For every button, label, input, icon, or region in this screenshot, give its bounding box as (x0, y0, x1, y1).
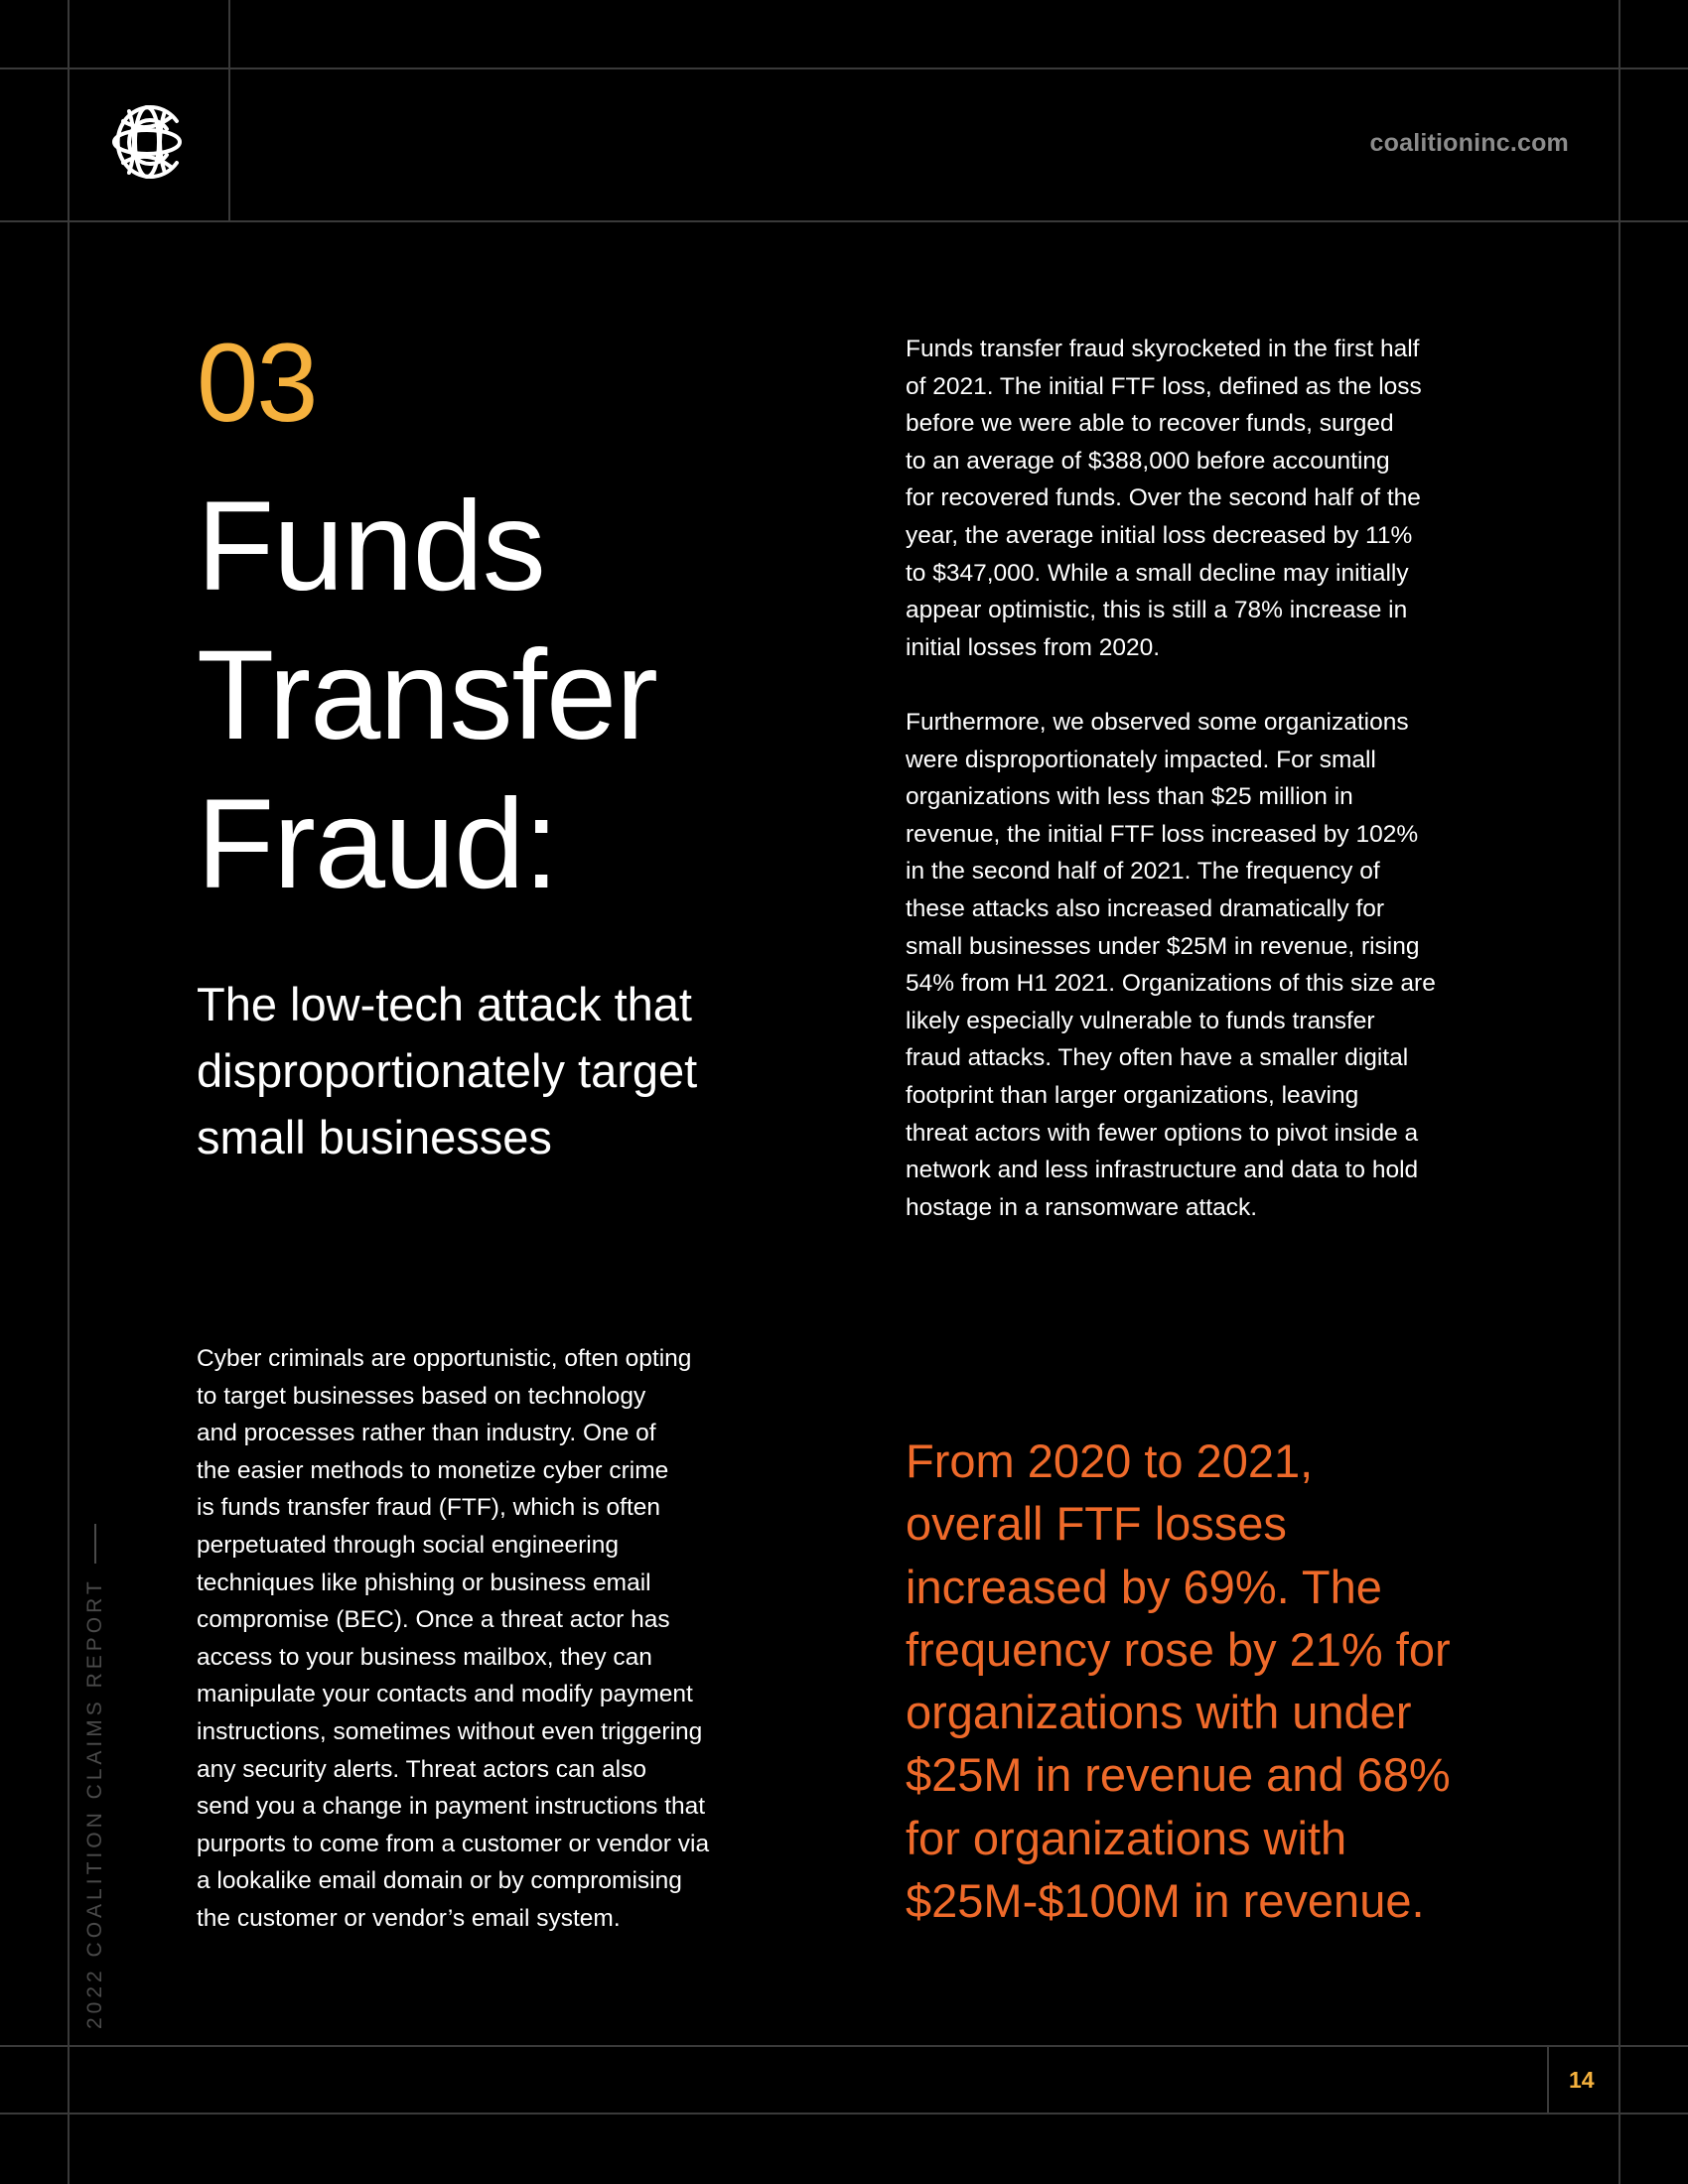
section-title-line: Fraud: (197, 773, 558, 915)
section-title-line: Transfer (197, 624, 657, 766)
left-paragraph (197, 1340, 709, 1938)
paragraph-line: perpetuated through social engineering (197, 1531, 619, 1559)
callout-line: organizations with under (906, 1686, 1412, 1739)
subtitle-line: small businesses (197, 1111, 552, 1163)
section-subtitle (197, 971, 792, 1170)
callout-line: $25M in revenue and 68% (906, 1748, 1451, 1802)
callout-line: From 2020 to 2021, (906, 1434, 1314, 1487)
paragraph-line: a lookalike email domain or by compromising (197, 1867, 682, 1895)
paragraph-line: year, the average initial loss decreased by 11% (906, 521, 1413, 549)
paragraph-line: Funds transfer fraud skyrocketed in the first half (906, 336, 1420, 362)
section-title-line: Funds (197, 476, 545, 617)
paragraph-line: the customer or vendor’s email system. (197, 1904, 621, 1932)
right-paragraph-2 (906, 704, 1436, 1226)
paragraph-line: footprint than larger organizations, leaving (906, 1081, 1359, 1109)
paragraph-line: in the second half of 2021. The frequency of (906, 858, 1380, 886)
frame-line-top (0, 68, 1688, 69)
paragraph-line: likely especially vulnerable to funds transfer (906, 1007, 1375, 1034)
paragraph-line: before we were able to recover funds, surged (906, 410, 1394, 438)
frame-line-footer-top (0, 2045, 1688, 2047)
paragraph-line: of 2021. The initial FTF loss, defined as the loss (906, 372, 1422, 400)
paragraph-line: purports to come from a customer or vendor via (197, 1830, 710, 1857)
paragraph-line: for recovered funds. Over the second half of the (906, 484, 1421, 512)
paragraph-line: and processes rather than industry. One of (197, 1420, 656, 1447)
frame-line-footer-bottom (0, 2113, 1688, 2115)
paragraph-line: access to your business mailbox, they can (197, 1643, 652, 1671)
subtitle-line: disproportionately target (197, 1044, 698, 1097)
section-number: 03 (197, 321, 317, 445)
paragraph-line: send you a change in payment instructions that (197, 1793, 706, 1821)
paragraph-line: to $347,000. While a small decline may initially (906, 559, 1409, 587)
frame-line-page-number-divider (1547, 2045, 1549, 2113)
frame-line-left (68, 0, 70, 2184)
paragraph-line: these attacks also increased dramatically for (906, 894, 1385, 922)
frame-line-logo-divider (228, 0, 230, 220)
paragraph-line: to an average of $388,000 before accounting (906, 447, 1390, 475)
callout-line: $25M-$100M in revenue. (906, 1874, 1425, 1928)
paragraph-line: is funds transfer fraud (FTF), which is often (197, 1494, 661, 1522)
paragraph-line: fraud attacks. They often have a smaller digital (906, 1044, 1409, 1072)
callout-line: for organizations with (906, 1811, 1347, 1864)
paragraph-line: instructions, sometimes without even triggering (197, 1717, 703, 1745)
page-number: 14 (1569, 2067, 1595, 2093)
paragraph-line: small businesses under $25M in revenue, rising (906, 932, 1420, 960)
paragraph-line: manipulate your contacts and modify payment (197, 1681, 693, 1708)
right-paragraph-1 (906, 331, 1422, 666)
paragraph-line: any security alerts. Threat actors can also (197, 1755, 646, 1783)
frame-line-header-bottom (0, 220, 1688, 222)
paragraph-line: network and less infrastructure and data to hold (906, 1157, 1419, 1184)
paragraph-line: appear optimistic, this is still a 78% increase in (906, 597, 1408, 624)
paragraph-line: organizations with less than $25 million in (906, 783, 1353, 811)
coalition-logo-icon[interactable] (109, 99, 191, 185)
paragraph-line: to target businesses based on technology (197, 1382, 646, 1410)
paragraph-line: Cyber criminals are opportunistic, often opting (197, 1345, 692, 1372)
paragraph-line: 54% from H1 2021. Organizations of this size are (906, 970, 1436, 998)
paragraph-line: compromise (BEC). Once a threat actor has (197, 1606, 670, 1634)
callout-line: frequency rose by 21% for (906, 1622, 1451, 1676)
paragraph-line: revenue, the initial FTF loss increased by 102% (906, 820, 1419, 848)
section-title (197, 473, 753, 919)
paragraph-line: hostage in a ransomware attack. (906, 1193, 1258, 1221)
callout-line: increased by 69%. The (906, 1560, 1382, 1613)
subtitle-line: The low-tech attack that (197, 978, 692, 1030)
report-label-dash (94, 1524, 96, 1564)
callout-line: overall FTF losses (906, 1497, 1287, 1551)
site-url[interactable]: coalitioninc.com (1369, 129, 1569, 157)
paragraph-line: Furthermore, we observed some organizations (906, 709, 1409, 736)
paragraph-line: were disproportionately impacted. For small (906, 746, 1376, 773)
frame-line-right (1618, 0, 1620, 2184)
paragraph-line: techniques like phishing or business email (197, 1569, 651, 1596)
paragraph-line: the easier methods to monetize cyber crime (197, 1456, 669, 1484)
paragraph-line: threat actors with fewer options to pivot inside a (906, 1119, 1419, 1147)
report-label-text: 2022 COALITION CLAIMS REPORT (83, 1577, 106, 2029)
report-label-vertical (83, 1524, 107, 2029)
pull-quote-callout (906, 1430, 1451, 1932)
paragraph-line: initial losses from 2020. (906, 633, 1161, 661)
